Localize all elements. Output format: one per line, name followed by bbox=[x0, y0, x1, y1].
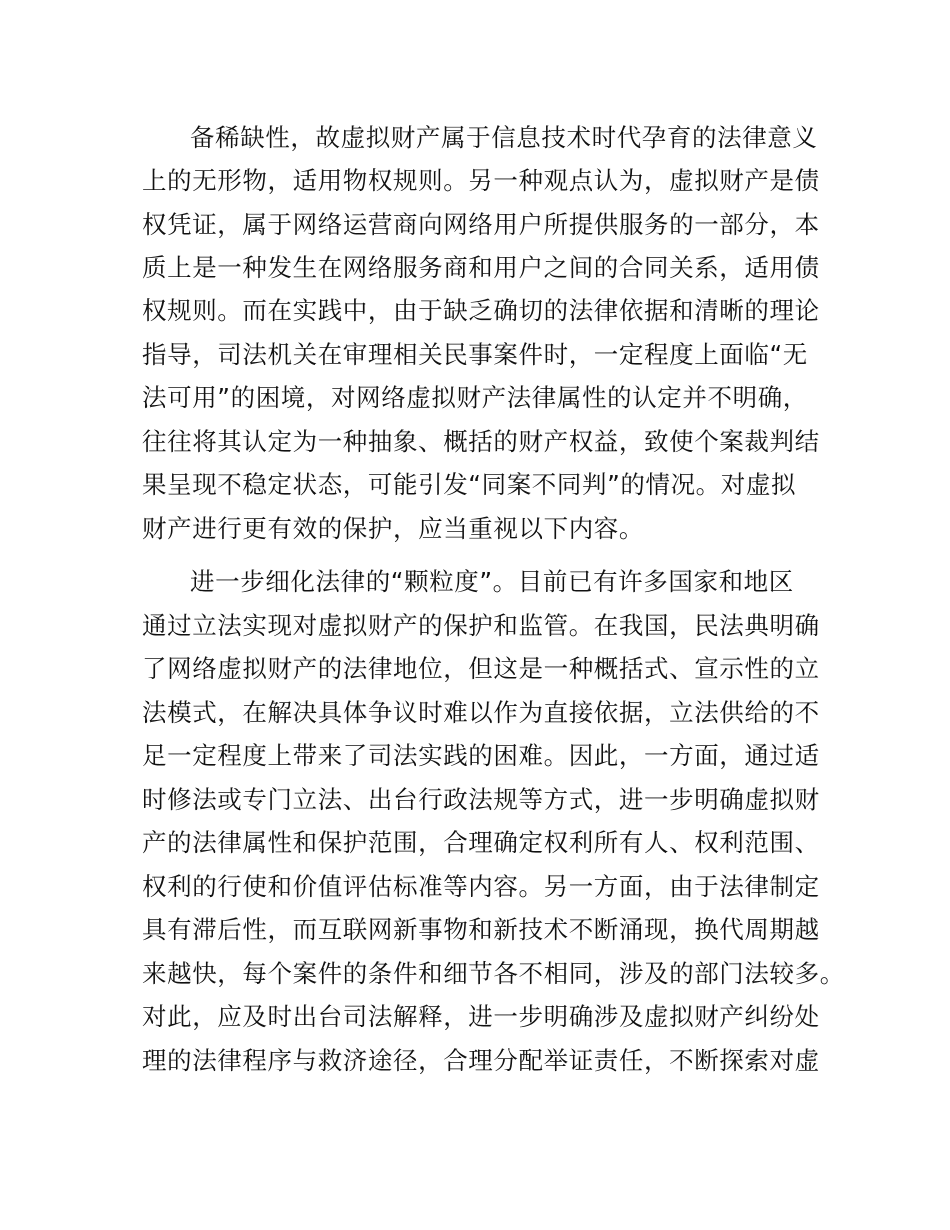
text-line: 权凭证，属于网络运营商向网络用户所提供服务的一部分，本 bbox=[142, 210, 820, 239]
text-line: 产的法律属性和保护范围，合理确定权利所有人、权利范围、 bbox=[142, 828, 820, 857]
text-line: 对此，应及时出台司法解释，进一步明确涉及虚拟财产纠纷处 bbox=[142, 1002, 820, 1031]
text-line: 理的法律程序与救济途径，合理分配举证责任，不断探索对虚 bbox=[142, 1046, 820, 1075]
text-line: 质上是一种发生在网络服务商和用户之间的合同关系，适用债 bbox=[142, 253, 820, 282]
text-line: 足一定程度上带来了司法实践的困难。因此，一方面，通过适 bbox=[142, 741, 820, 770]
text-line: 备稀缺性，故虚拟财产属于信息技术时代孕育的法律意义 bbox=[190, 123, 818, 152]
text-line: 上的无形物，适用物权规则。另一种观点认为，虚拟财产是债 bbox=[142, 166, 820, 195]
text-line: 来越快，每个案件的条件和细节各不相同，涉及的部门法较多。 bbox=[142, 959, 845, 988]
text-line: 果呈现不稳定状态，可能引发“同案不同判”的情况。对虚拟 bbox=[142, 470, 797, 499]
text-line: 进一步细化法律的“颗粒度”。目前已有许多国家和地区 bbox=[190, 567, 794, 596]
text-line: 往往将其认定为一种抽象、概括的财产权益，致使个案裁判结 bbox=[142, 427, 820, 456]
text-line: 财产进行更有效的保护，应当重视以下内容。 bbox=[142, 514, 644, 543]
text-line: 具有滞后性，而互联网新事物和新技术不断涌现，换代周期越 bbox=[142, 915, 820, 944]
text-line: 了网络虚拟财产的法律地位，但这是一种概括式、宣示性的立 bbox=[142, 654, 820, 683]
text-line: 权规则。而在实践中，由于缺乏确切的法律依据和清晰的理论 bbox=[142, 296, 820, 325]
text-line: 指导，司法机关在审理相关民事案件时，一定程度上面临“无 bbox=[142, 340, 808, 369]
text-line: 法可用”的困境，对网络虚拟财产法律属性的认定并不明确， bbox=[142, 383, 808, 412]
text-line: 时修法或专门立法、出台行政法规等方式，进一步明确虚拟财 bbox=[142, 785, 820, 814]
text-line: 法模式，在解决具体争议时难以作为直接依据，立法供给的不 bbox=[142, 698, 820, 727]
text-line: 权利的行使和价值评估标准等内容。另一方面，由于法律制定 bbox=[142, 872, 820, 901]
text-line: 通过立法实现对虚拟财产的保护和监管。在我国，民法典明确 bbox=[142, 611, 820, 640]
